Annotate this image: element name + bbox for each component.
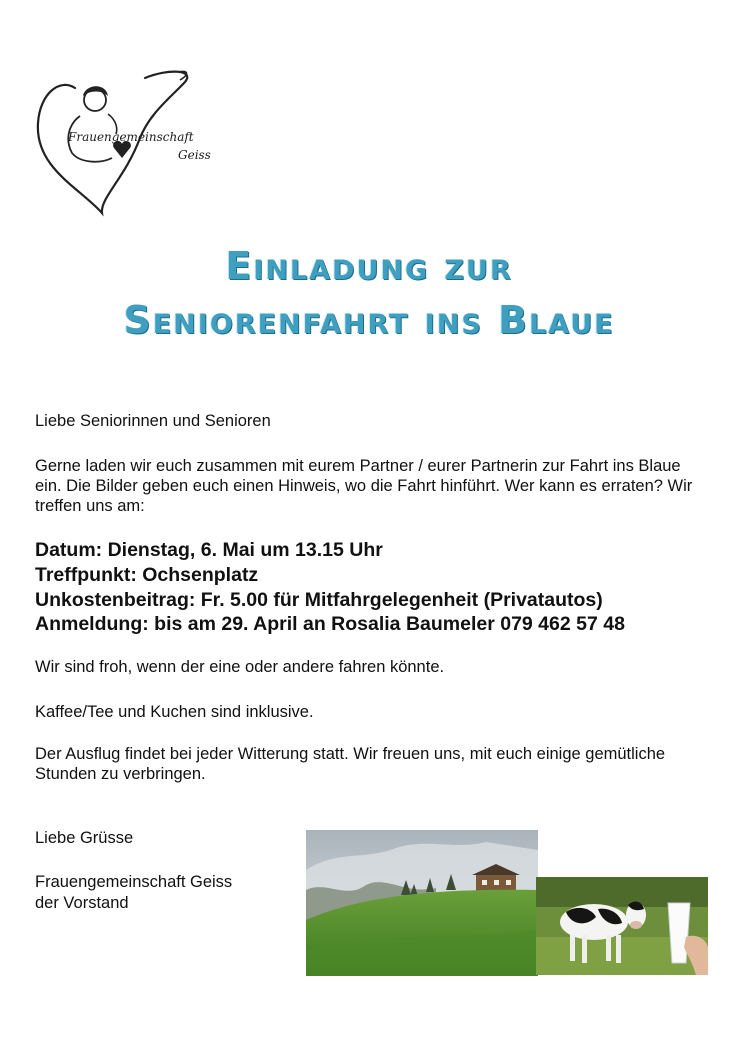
meadow-photo [306, 830, 538, 976]
logo-place: Geiss [178, 148, 211, 162]
datum-line: Datum: Dienstag, 6. Mai um 13.15 Uhr [35, 539, 383, 561]
anmeldung-line: Anmeldung: bis am 29. April an Rosalia Baumeler 079 462 57 48 [35, 613, 625, 635]
treffpunkt-line: Treffpunkt: Ochsenplatz [35, 564, 259, 586]
cow-milk-image [536, 877, 708, 975]
title-line-1: Einladung zur [225, 244, 513, 288]
logo-name: Frauengemeinschaft [68, 130, 194, 144]
froh-paragraph: Wir sind froh, wenn der eine oder andere fahren könnte. [35, 658, 445, 676]
kaffee-paragraph: Kaffee/Tee und Kuchen sind inklusive. [35, 703, 314, 721]
greeting: Liebe Seniorinnen und Senioren [35, 412, 271, 430]
intro-paragraph: Gerne laden wir euch zusammen mit eurem Partner / eurer Partnerin zur Fahrt ins Blaue ein. Die Bilder geben euch einen Hinweis, wo die Fahrt hinführt. Wer kann es erraten? Wir treffen uns am: [35, 457, 693, 515]
cow-milk-photo [536, 877, 708, 975]
title-line-2: Seniorenfahrt ins Blaue [123, 298, 615, 342]
signature-name: Frauengemeinschaft Geiss [35, 873, 233, 891]
ausflug-paragraph: Der Ausflug findet bei jeder Witterung statt. Wir freuen uns, mit euch einige gemütliche Stunden zu verbringen. [35, 745, 666, 783]
unkosten-line: Unkostenbeitrag: Fr. 5.00 für Mitfahrgelegenheit (Privatautos) [35, 589, 603, 611]
logo [30, 68, 230, 218]
closing-greeting: Liebe Grüsse [35, 829, 134, 847]
meadow-landscape-image [306, 830, 538, 976]
signature-board: der Vorstand [35, 894, 129, 912]
